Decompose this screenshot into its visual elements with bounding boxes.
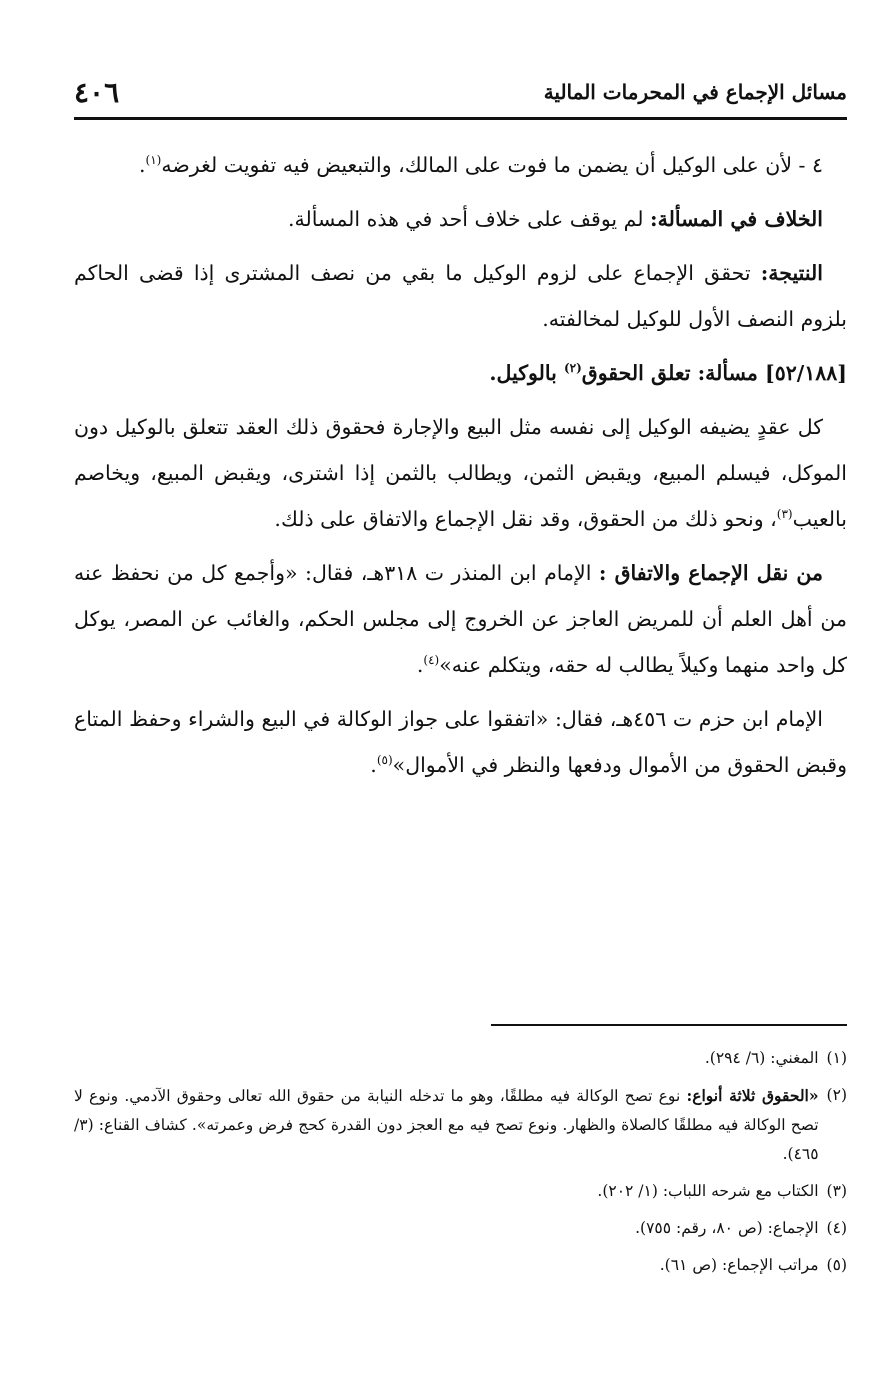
paragraph-contract-rights: كل عقدٍ يضيفه الوكيل إلى نفسه مثل البيع والإجارة فحقوق ذلك العقد تتعلق بالوكيل دون الموكل، فيسلم المبيع، ويقبض الثمن، ويطالب بالثمن إذا اشترى، ويقبض المبيع، ويخاصم بالعيب$^{(٣)}$، ونحو ذلك من الحقوق، وقد نقل الإجماع والاتفاق على ذلك. <box>74 415 847 531</box>
footnote-2: (٢) «الحقوق ثلاثة أنواع: نوع تصح الوكالة فيه مطلقًا، وهو ما تدخله النيابة من حقوق الله تعالى وحقوق الآدمي. ونوع لا تصح الوكالة فيه مطلقًا كالصلاة والظهار. ونوع تصح فيه مع العجز دون القدرة كحج فرض وعمرته». كشاف القناع: (٣/ ٤٦٥). <box>74 1086 847 1163</box>
paragraph-point-4: ٤ - لأن على الوكيل أن يضمن ما فوت على المالك، والتبعيض فيه تفويت لغرضه$^{(١)}$. <box>139 153 823 177</box>
paragraph-ibn-hazm: الإمام ابن حزم ت ٤٥٦هـ، فقال: «اتفقوا على جواز الوكالة في البيع والشراء وحفظ المتاع وقبض الحقوق من الأموال ودفعها والنظر في الأموال»$^{(٥)}$. <box>74 707 847 777</box>
footnote-ref-4: (٤) <box>423 653 440 668</box>
issue-heading: [٥٢/١٨٨] مسألة: تعلق الحقوق$^{(٢)}$ بالوكيل. <box>489 361 847 385</box>
page-header <box>74 72 847 112</box>
disagreement-label: الخلاف في المسألة: <box>650 207 823 231</box>
main-text <box>74 142 847 796</box>
footnote-1: (١) المغني: (٦/ ٢٩٤). <box>704 1049 847 1067</box>
footnote-4: (٤) الإجماع: (ص ٨٠، رقم: ٧٥٥). <box>635 1219 847 1237</box>
footnote-ref-1: (١) <box>145 153 162 168</box>
footnote-5: (٥) مراتب الإجماع: (ص ٦١). <box>659 1256 847 1274</box>
running-title: مسائل الإجماع في المحرمات المالية <box>543 80 847 104</box>
header-rule <box>74 117 847 120</box>
footnote-ref-2: (٢) <box>563 361 582 376</box>
footnote-3: (٣) الكتاب مع شرحه اللباب: (١/ ٢٠٢). <box>597 1182 847 1200</box>
consensus-label: من نقل الإجماع والاتفاق : <box>598 561 823 585</box>
paragraph-result: النتيجة: تحقق الإجماع على لزوم الوكيل ما بقي من نصف المشترى إذا قضى الحاكم بلزوم النصف الأول للوكيل لمخالفته. <box>74 261 847 331</box>
footnote-ref-3: (٣) <box>776 507 793 522</box>
footnotes <box>74 1044 847 1288</box>
footnote-separator <box>491 1024 847 1026</box>
result-label: النتيجة: <box>760 261 823 285</box>
paragraph-disagreement: الخلاف في المسألة: لم يوقف على خلاف أحد في هذه المسألة. <box>288 207 823 231</box>
issue-number: [٥٢/١٨٨] <box>765 361 847 385</box>
page-number: ٤٠٦ <box>74 75 120 109</box>
paragraph-ibn-almundhir: من نقل الإجماع والاتفاق : الإمام ابن المنذر ت ٣١٨هـ، فقال: «وأجمع كل من نحفظ عنه من أهل العلم أن للمريض العاجز عن الخروج إلى مجلس الحكم، والغائب عن المصر، يوكل كل واحد منهما وكيلاً يطالب له حقه، ويتكلم عنه»$^{(٤)}$. <box>74 561 847 677</box>
footnote-ref-5: (٥) <box>376 753 393 768</box>
